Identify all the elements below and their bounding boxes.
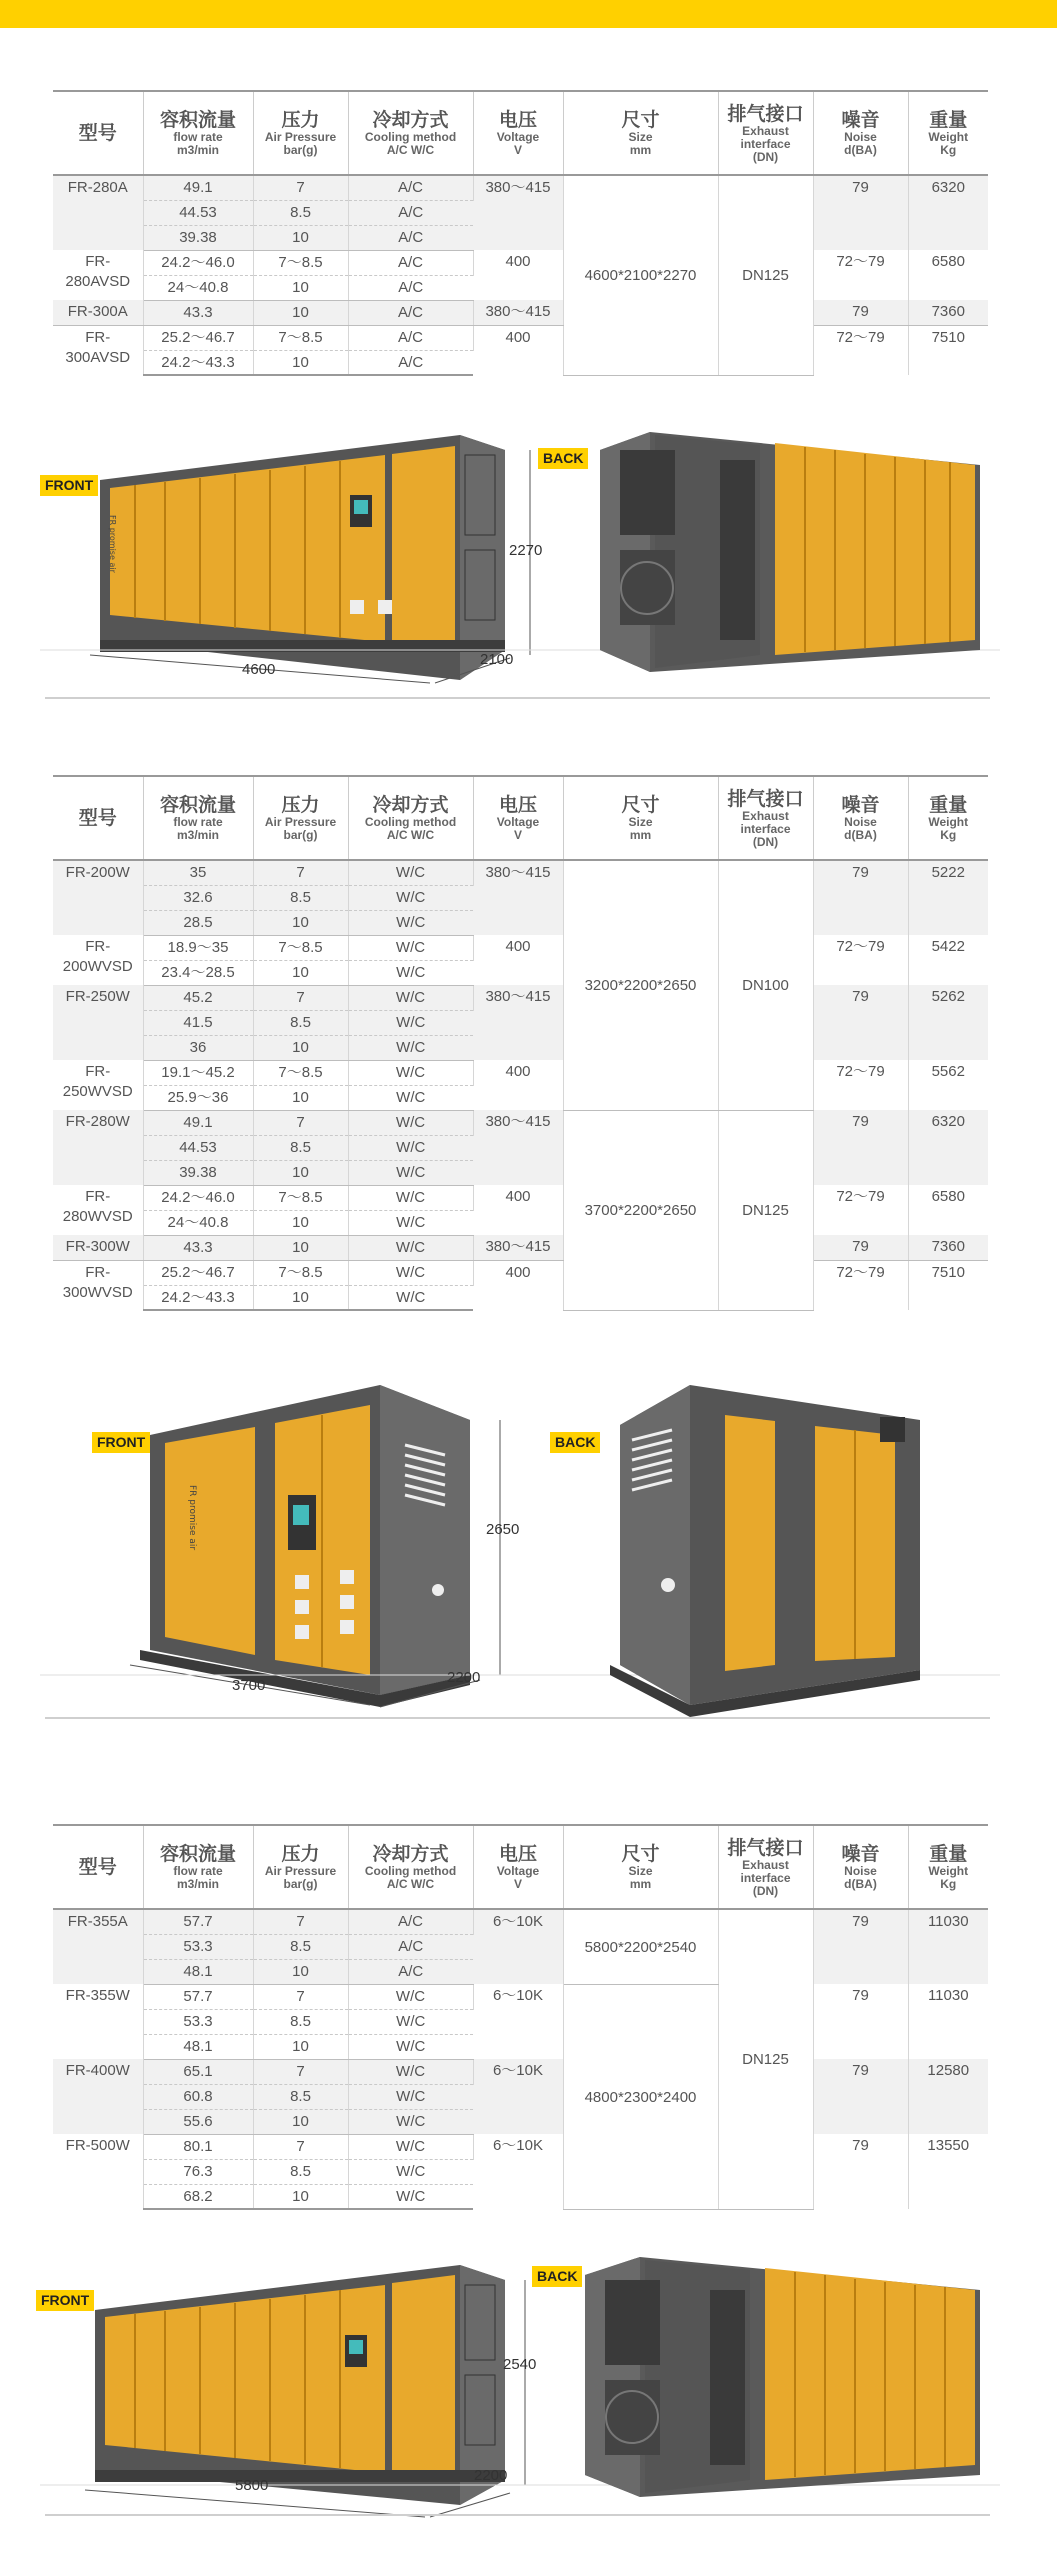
header-flow: 容积流量 flow rate m3/min <box>143 91 253 175</box>
table-row <box>53 1984 988 2009</box>
pressure-cell: 8.5 <box>253 1934 348 1959</box>
pressure-cell: 7～8.5 <box>253 1060 348 1085</box>
header-model: 型号 <box>53 776 143 860</box>
weight-cell: 11030 <box>927 1987 969 2004</box>
pressure-cell: 8.5 <box>253 1010 348 1035</box>
flow-cell: 24～40.8 <box>143 275 253 300</box>
dim-depth: 2100 <box>480 651 514 668</box>
cooling-cell: W/C <box>348 910 473 935</box>
voltage-cell: 400 <box>473 1185 563 1235</box>
table-row <box>53 2059 988 2084</box>
cooling-cell: W/C <box>348 1110 473 1135</box>
weight-cell: 6320 <box>908 1110 988 1185</box>
cooling-cell: W/C <box>348 985 473 1010</box>
pressure-cell: 8.5 <box>253 2159 348 2184</box>
model-cell: FR-200W <box>53 860 143 935</box>
table-row <box>53 1909 988 1934</box>
noise-cell: 79 <box>813 860 908 935</box>
table-row <box>53 175 988 200</box>
cooling-cell: W/C <box>348 1135 473 1160</box>
table-row <box>53 2134 988 2159</box>
table-row <box>53 985 988 1010</box>
header-noise: 噪音 Noise d(BA) <box>813 776 908 860</box>
pressure-cell: 7～8.5 <box>253 325 348 350</box>
noise-cell: 79 <box>813 175 908 250</box>
size-cell: 3700*2200*2650 <box>563 1110 718 1310</box>
header-flow: 容积流量 flow rate m3/min <box>143 776 253 860</box>
weight-cell: 7360 <box>908 300 988 325</box>
cooling-cell: W/C <box>348 860 473 885</box>
weight-cell: 13550 <box>927 2137 970 2154</box>
table-row <box>53 860 988 885</box>
flow-cell: 55.6 <box>143 2109 253 2134</box>
flow-cell: 25.2～46.7 <box>143 325 253 350</box>
table-row <box>53 250 988 275</box>
flow-cell: 80.1 <box>143 2134 253 2159</box>
pressure-cell: 10 <box>253 1285 348 1310</box>
pressure-cell: 10 <box>253 2034 348 2059</box>
noise-cell: 79 <box>813 300 908 325</box>
voltage-cell: 380～415 <box>473 175 563 250</box>
cooling-cell: A/C <box>348 1959 473 1984</box>
header-model: 型号 <box>53 91 143 175</box>
voltage-cell: 6～10K <box>473 2134 563 2209</box>
voltage-cell: 380～415 <box>473 1110 563 1185</box>
flow-cell: 44.53 <box>143 200 253 225</box>
flow-cell: 45.2 <box>143 985 253 1010</box>
flow-cell: 19.1～45.2 <box>143 1060 253 1085</box>
cooling-cell: W/C <box>348 960 473 985</box>
weight-cell: 5262 <box>908 985 988 1060</box>
header-voltage: 电压 Voltage V <box>473 776 563 860</box>
table-row <box>53 325 988 350</box>
voltage-cell: 6～10K <box>473 1909 563 1984</box>
pressure-cell: 8.5 <box>253 885 348 910</box>
dim-length: 3700 <box>232 1677 266 1694</box>
dim-depth: 2200 <box>474 2467 508 2484</box>
flow-cell: 24.2～43.3 <box>143 1285 253 1310</box>
cooling-cell: W/C <box>348 935 473 960</box>
flow-cell: 24.2～46.0 <box>143 250 253 275</box>
svg-text:FR promise air: FR promise air <box>108 515 117 573</box>
flow-cell: 49.1 <box>143 1110 253 1135</box>
cooling-cell: W/C <box>348 2009 473 2034</box>
cooling-cell: W/C <box>348 1285 473 1310</box>
cooling-cell: W/C <box>348 2184 473 2209</box>
dim-height: 2650 <box>486 1521 520 1538</box>
front-label: FRONT <box>92 1432 150 1453</box>
noise-cell: 79 <box>813 2134 908 2209</box>
cooling-cell: A/C <box>348 1934 473 1959</box>
pressure-cell: 7 <box>253 2134 348 2159</box>
exhaust-cell: DN100 <box>718 860 813 1110</box>
header-weight: 重量 Weight Kg <box>908 1825 988 1909</box>
voltage-cell: 400 <box>473 1260 563 1310</box>
header-exhaust: 排气接口 Exhaust interface (DN) <box>718 91 813 175</box>
voltage-cell: 380～415 <box>473 1235 563 1260</box>
cooling-cell: W/C <box>348 1185 473 1210</box>
model-cell: FR-200WVSD <box>53 935 143 985</box>
weight-cell: 5422 <box>931 938 965 955</box>
cooling-cell: W/C <box>348 2109 473 2134</box>
cooling-cell: W/C <box>348 1160 473 1185</box>
noise-cell: 79 <box>813 1110 908 1185</box>
model-cell: FR-300A <box>53 300 143 325</box>
pressure-cell: 7～8.5 <box>253 1185 348 1210</box>
back-label: BACK <box>538 448 588 469</box>
front-view-machine <box>100 435 505 680</box>
cooling-cell: A/C <box>348 275 473 300</box>
flow-cell: 76.3 <box>143 2159 253 2184</box>
size-cell: 4800*2300*2400 <box>563 1984 718 2209</box>
header-exhaust: 排气接口 Exhaust interface (DN) <box>718 776 813 860</box>
back-label: BACK <box>550 1432 600 1453</box>
dim-length: 4600 <box>242 661 276 678</box>
back-view-machine <box>600 432 980 672</box>
pressure-cell: 10 <box>253 300 348 325</box>
weight-cell: 6580 <box>931 1188 965 1205</box>
voltage-cell: 400 <box>473 325 563 375</box>
noise-cell: 72～79 <box>813 250 908 300</box>
section-divider <box>45 697 990 699</box>
model-cell: FR-280A <box>53 175 143 250</box>
cooling-cell: W/C <box>348 1085 473 1110</box>
flow-cell: 24～40.8 <box>143 1210 253 1235</box>
voltage-cell: 400 <box>473 1060 563 1110</box>
pressure-cell: 7～8.5 <box>253 935 348 960</box>
pressure-cell: 7 <box>253 1984 348 2009</box>
noise-cell: 79 <box>813 1235 908 1260</box>
weight-cell: 6580 <box>931 253 965 270</box>
flow-cell: 25.9～36 <box>143 1085 253 1110</box>
table-row <box>53 935 988 960</box>
cooling-cell: W/C <box>348 1260 473 1285</box>
weight-cell: 6320 <box>908 175 988 250</box>
pressure-cell: 10 <box>253 2184 348 2209</box>
pressure-cell: 10 <box>253 910 348 935</box>
flow-cell: 24.2～46.0 <box>143 1185 253 1210</box>
cooling-cell: A/C <box>348 1909 473 1934</box>
figure-water-cooled-unit <box>40 1375 1000 1725</box>
dim-height: 2270 <box>509 542 543 559</box>
pressure-cell: 10 <box>253 225 348 250</box>
header-noise: 噪音 Noise d(BA) <box>813 91 908 175</box>
flow-cell: 57.7 <box>143 1984 253 2009</box>
model-cell: FR-300AVSD <box>53 325 143 375</box>
flow-cell: 53.3 <box>143 1934 253 1959</box>
front-view-machine <box>140 1385 470 1707</box>
brand-text: FR promise air <box>187 1485 197 1551</box>
pressure-cell: 8.5 <box>253 2084 348 2109</box>
noise-cell: 72～79 <box>813 1260 908 1310</box>
pressure-cell: 10 <box>253 1959 348 1984</box>
flow-cell: 28.5 <box>143 910 253 935</box>
table-row <box>53 1260 988 1285</box>
header-pressure: 压力 Air Pressure bar(g) <box>253 91 348 175</box>
cooling-cell: W/C <box>348 2034 473 2059</box>
noise-cell: 79 <box>813 2059 908 2134</box>
header-model: 型号 <box>53 1825 143 1909</box>
weight-cell: 7510 <box>931 1263 965 1281</box>
section-divider <box>45 1717 990 1719</box>
flow-cell: 60.8 <box>143 2084 253 2109</box>
header-exhaust: 排气接口 Exhaust interface (DN) <box>718 1825 813 1909</box>
flow-cell: 18.9～35 <box>143 935 253 960</box>
model-cell: FR-355W <box>53 1984 143 2059</box>
pressure-cell: 10 <box>253 1085 348 1110</box>
noise-cell: 72～79 <box>813 1060 908 1110</box>
table-row <box>53 1060 988 1085</box>
dim-depth: 2200 <box>447 1669 481 1686</box>
voltage-cell: 6～10K <box>473 1984 563 2059</box>
flow-cell: 48.1 <box>143 1959 253 1984</box>
flow-cell: 23.4～28.5 <box>143 960 253 985</box>
noise-cell: 72～79 <box>813 935 908 985</box>
cooling-cell: W/C <box>348 1010 473 1035</box>
flow-cell: 43.3 <box>143 1235 253 1260</box>
model-cell: FR-300W <box>53 1235 143 1260</box>
model-cell: FR-355A <box>53 1909 143 1984</box>
noise-cell: 79 <box>813 1909 908 1984</box>
exhaust-cell: DN125 <box>718 1909 813 2209</box>
back-label: BACK <box>532 2266 582 2287</box>
flow-cell: 39.38 <box>143 1160 253 1185</box>
model-cell: FR-250W <box>53 985 143 1060</box>
pressure-cell: 8.5 <box>253 200 348 225</box>
flow-cell: 57.7 <box>143 1909 253 1934</box>
pressure-cell: 10 <box>253 350 348 375</box>
cooling-cell: W/C <box>348 2084 473 2109</box>
pressure-cell: 7 <box>253 1909 348 1934</box>
header-voltage: 电压 Voltage V <box>473 1825 563 1909</box>
flow-cell: 53.3 <box>143 2009 253 2034</box>
flow-cell: 43.3 <box>143 300 253 325</box>
pressure-cell: 7 <box>253 985 348 1010</box>
table-row <box>53 1235 988 1260</box>
header-weight: 重量 Weight Kg <box>908 776 988 860</box>
header-pressure: 压力 Air Pressure bar(g) <box>253 1825 348 1909</box>
header-cooling: 冷却方式 Cooling method A/C W/C <box>348 776 473 860</box>
top-accent-bar <box>0 0 1057 28</box>
table-row <box>53 300 988 325</box>
cooling-cell: W/C <box>348 1984 473 2009</box>
pressure-cell: 7 <box>253 1110 348 1135</box>
pressure-cell: 10 <box>253 2109 348 2134</box>
flow-cell: 24.2～43.3 <box>143 350 253 375</box>
flow-cell: 68.2 <box>143 2184 253 2209</box>
flow-cell: 35 <box>143 860 253 885</box>
pressure-cell: 10 <box>253 1210 348 1235</box>
weight-cell: 5222 <box>908 860 988 935</box>
flow-cell: 44.53 <box>143 1135 253 1160</box>
cooling-cell: A/C <box>348 350 473 375</box>
exhaust-cell: DN125 <box>718 175 813 375</box>
header-size: 尺寸 Size mm <box>563 776 718 860</box>
header-pressure: 压力 Air Pressure bar(g) <box>253 776 348 860</box>
dim-length: 5800 <box>235 2477 269 2494</box>
size-cell: 5800*2200*2540 <box>563 1909 718 1984</box>
voltage-cell: 400 <box>473 935 563 985</box>
flow-cell: 32.6 <box>143 885 253 910</box>
cooling-cell: W/C <box>348 2159 473 2184</box>
exhaust-cell: DN125 <box>718 1110 813 1310</box>
weight-cell: 12580 <box>908 2059 988 2134</box>
model-cell: FR-300WVSD <box>53 1260 143 1310</box>
back-view-machine <box>585 2257 980 2497</box>
flow-cell: 49.1 <box>143 175 253 200</box>
pressure-cell: 10 <box>253 960 348 985</box>
header-size: 尺寸 Size mm <box>563 91 718 175</box>
voltage-cell: 6～10K <box>473 2059 563 2134</box>
cooling-cell: A/C <box>348 200 473 225</box>
cooling-cell: W/C <box>348 1210 473 1235</box>
flow-cell: 39.38 <box>143 225 253 250</box>
header-cooling: 冷却方式 Cooling method A/C W/C <box>348 91 473 175</box>
size-cell: 4600*2100*2270 <box>563 175 718 375</box>
front-label: FRONT <box>36 2290 94 2311</box>
spec-table-high-voltage <box>53 1824 988 2210</box>
pressure-cell: 10 <box>253 1035 348 1060</box>
table-row <box>53 1110 988 1135</box>
noise-cell: 72～79 <box>813 1185 908 1235</box>
pressure-cell: 10 <box>253 275 348 300</box>
voltage-cell: 380～415 <box>473 985 563 1060</box>
cooling-cell: A/C <box>348 325 473 350</box>
pressure-cell: 7～8.5 <box>253 1260 348 1285</box>
header-weight: 重量 Weight Kg <box>908 91 988 175</box>
weight-cell: 11030 <box>908 1909 988 1984</box>
cooling-cell: A/C <box>348 175 473 200</box>
cooling-cell: A/C <box>348 250 473 275</box>
cooling-cell: W/C <box>348 1235 473 1260</box>
weight-cell: 7360 <box>908 1235 988 1260</box>
pressure-cell: 7 <box>253 175 348 200</box>
flow-cell: 48.1 <box>143 2034 253 2059</box>
header-voltage: 电压 Voltage V <box>473 91 563 175</box>
cooling-cell: A/C <box>348 300 473 325</box>
pressure-cell: 10 <box>253 1235 348 1260</box>
noise-cell: 79 <box>813 985 908 1060</box>
pressure-cell: 7～8.5 <box>253 250 348 275</box>
model-cell: FR-280W <box>53 1110 143 1185</box>
flow-cell: 41.5 <box>143 1010 253 1035</box>
cooling-cell: W/C <box>348 1035 473 1060</box>
size-cell: 3200*2200*2650 <box>563 860 718 1110</box>
cooling-cell: W/C <box>348 885 473 910</box>
pressure-cell: 8.5 <box>253 2009 348 2034</box>
section-divider <box>45 2514 990 2516</box>
header-noise: 噪音 Noise d(BA) <box>813 1825 908 1909</box>
cooling-cell: W/C <box>348 2134 473 2159</box>
weight-cell: 5562 <box>931 1063 965 1080</box>
model-cell: FR-250WVSD <box>53 1060 143 1110</box>
noise-cell: 79 <box>813 1984 908 2059</box>
spec-table-water-cooled <box>53 775 988 1311</box>
figure-air-cooled-unit <box>40 410 1000 720</box>
weight-cell: 7510 <box>931 328 965 346</box>
pressure-cell: 10 <box>253 1160 348 1185</box>
header-flow: 容积流量 flow rate m3/min <box>143 1825 253 1909</box>
cooling-cell: W/C <box>348 2059 473 2084</box>
flow-cell: 65.1 <box>143 2059 253 2084</box>
dim-height: 2540 <box>503 2356 537 2373</box>
flow-cell: 36 <box>143 1035 253 1060</box>
noise-cell: 72～79 <box>813 325 908 375</box>
figure-high-voltage-unit <box>40 2235 1000 2525</box>
model-cell: FR-280AVSD <box>53 250 143 300</box>
flow-cell: 25.2～46.7 <box>143 1260 253 1285</box>
voltage-cell: 400 <box>473 250 563 300</box>
back-view-machine <box>610 1385 920 1717</box>
pressure-cell: 8.5 <box>253 1135 348 1160</box>
spec-table-air-cooled <box>53 90 988 376</box>
model-cell: FR-500W <box>53 2134 143 2209</box>
table-row <box>53 1185 988 1210</box>
cooling-cell: W/C <box>348 1060 473 1085</box>
cooling-cell: A/C <box>348 225 473 250</box>
model-cell: FR-280WVSD <box>53 1185 143 1235</box>
model-cell: FR-400W <box>53 2059 143 2134</box>
header-cooling: 冷却方式 Cooling method A/C W/C <box>348 1825 473 1909</box>
voltage-cell: 380～415 <box>473 860 563 935</box>
front-view-machine <box>95 2265 508 2505</box>
pressure-cell: 7 <box>253 860 348 885</box>
voltage-cell: 380～415 <box>473 300 563 325</box>
pressure-cell: 7 <box>253 2059 348 2084</box>
front-label: FRONT <box>40 475 98 496</box>
header-size: 尺寸 Size mm <box>563 1825 718 1909</box>
